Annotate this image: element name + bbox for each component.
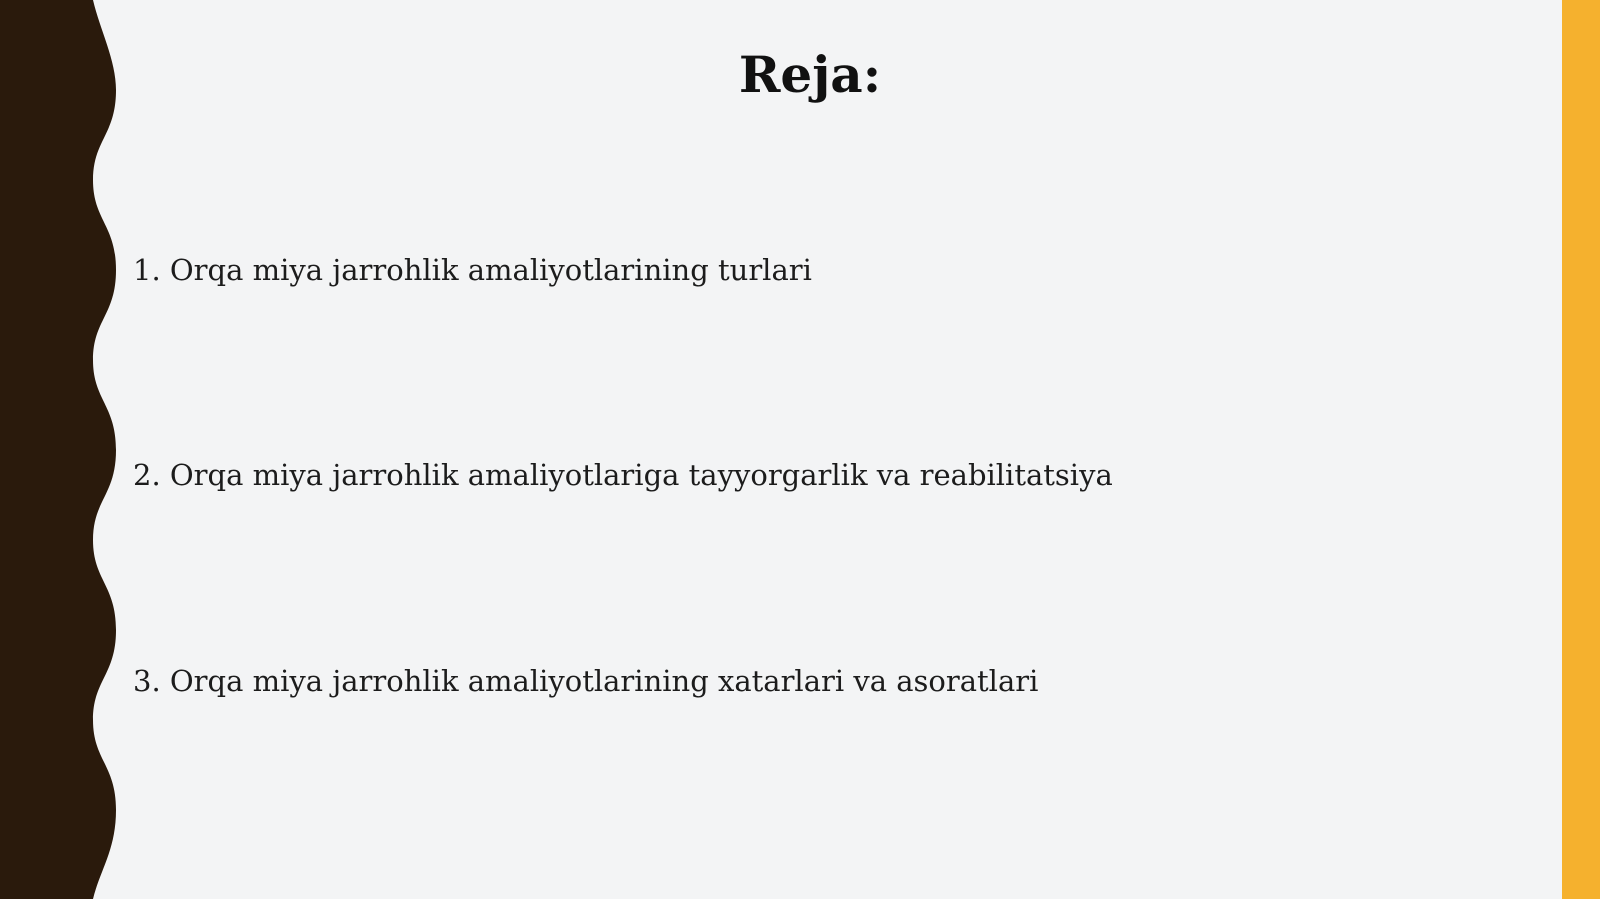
- plan-list: [133, 0, 1513, 899]
- slide-title: Reja:: [738, 45, 882, 104]
- plan-item-1: 1. Orqa miya jarrohlik amaliyotlarining turlari: [133, 253, 812, 287]
- left-wave-shape: [0, 0, 116, 899]
- plan-item-2: 2. Orqa miya jarrohlik amaliyotlariga tayyorgarlik va reabilitatsiya: [133, 458, 1113, 492]
- left-wave-decoration: [0, 0, 120, 899]
- right-accent-stripe: [1562, 0, 1600, 899]
- plan-item-3: 3. Orqa miya jarrohlik amaliyotlarining xatarlari va asoratlari: [133, 664, 1039, 698]
